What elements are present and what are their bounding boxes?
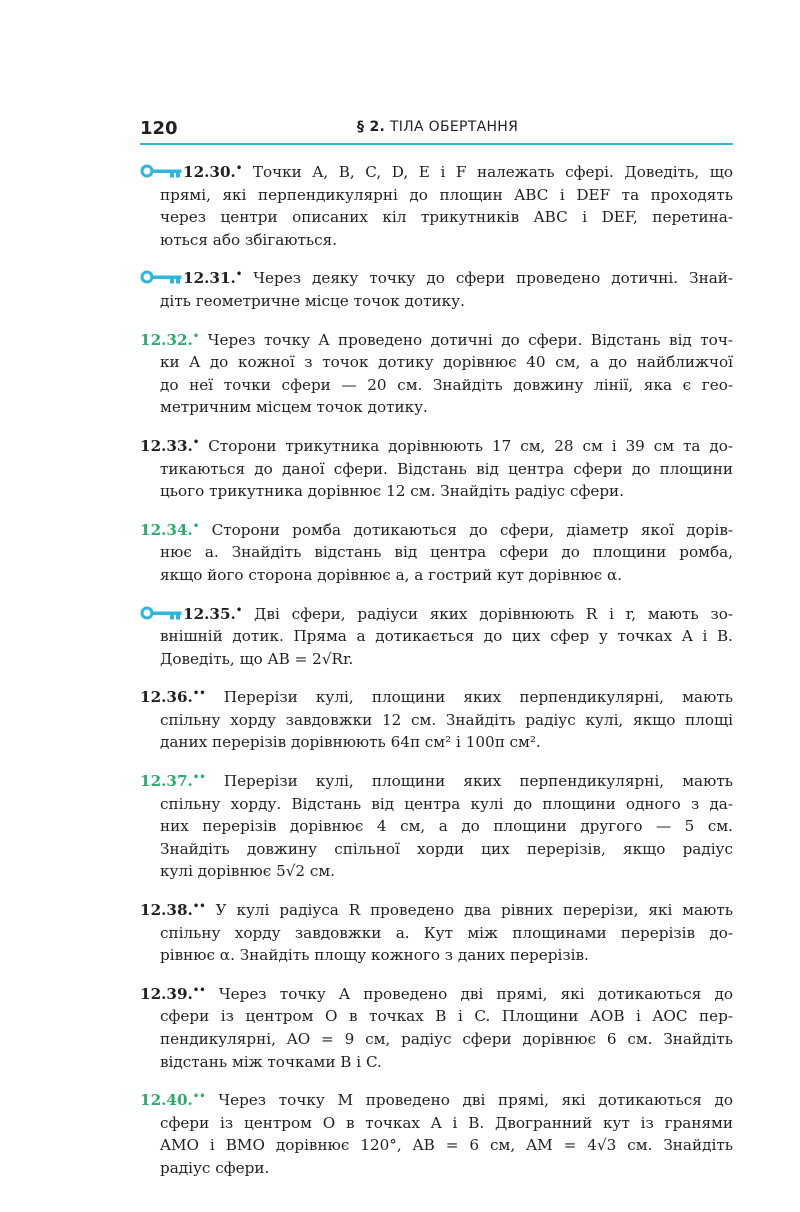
difficulty-marks: • [192, 520, 200, 532]
problem-line [140, 206, 733, 229]
problem-text: прямі, які перпендикулярні до площин ABC і DEF та проходять [160, 185, 733, 204]
problem-number: 12.33. [140, 436, 193, 455]
problem-text: Через точку M проведено дві прямі, які дотикаються до [218, 1091, 733, 1110]
problem-text: У кулі радіуса R проведено два рівних перерізи, які мають [215, 901, 733, 920]
problem-line [140, 374, 733, 397]
problem-line [140, 1134, 733, 1157]
problem-text: радіус сфери. [160, 1158, 270, 1177]
section-number: § 2. [357, 119, 386, 135]
problem-text: Точки A, B, C, D, E і F належать сфері. Доведіть, що [252, 163, 734, 181]
problem-text: тикаються до даної сфери. Відстань від центра сфери до площини [160, 459, 733, 478]
problem-number: 12.36. [140, 688, 193, 707]
problem-text: AMO і BMO дорівнює 120°, AB = 6 см, AM = 4√3 см. Знайдіть [160, 1136, 733, 1155]
problem-line [140, 458, 733, 481]
problem-line [140, 683, 733, 709]
problem-line [140, 1051, 733, 1074]
problem-text: сфери із центром O в точках A і B. Двогранний кут із гранями [160, 1113, 733, 1132]
difficulty-marks: •• [192, 688, 206, 700]
difficulty-marks: • [235, 163, 243, 174]
problem-12.30 [140, 158, 733, 251]
problem-line [140, 896, 733, 922]
problem-line [140, 480, 733, 503]
difficulty-marks: • [192, 330, 200, 342]
problem-number: 12.32. [140, 330, 193, 349]
problem-text: ються або збігаються. [160, 230, 338, 249]
problem-12.35 [140, 600, 733, 671]
problem-text: спільну хорду завдовжки 12 см. Знайдіть радіус кулі, якщо площі [160, 710, 733, 729]
problem-line [140, 922, 733, 945]
problem-text: внішній дотик. Пряма a дотикається до цих сфер у точках A і B. [160, 627, 733, 646]
problem-text: Перерізи кулі, площини яких перпендикулярні, мають [223, 688, 733, 707]
problem-text: діть геометричне місце точок дотику. [160, 291, 465, 310]
problem-number: 12.39. [140, 984, 193, 1003]
difficulty-marks: •• [192, 772, 206, 784]
problem-text: Доведіть, що AB = 2√Rr. [160, 649, 354, 668]
problem-line [140, 767, 733, 793]
problem-text: спільну хорду. Відстань від центра кулі до площини одного з да- [160, 794, 733, 813]
section-title-text: ТІЛА ОБЕРТАННЯ [389, 119, 519, 135]
problem-line [140, 838, 733, 861]
problem-text: через центри описаних кіл трикутників ABC і DEF, перетина- [160, 208, 733, 227]
problem-line [140, 184, 733, 207]
problem-line [140, 860, 733, 883]
problem-line [140, 600, 733, 626]
problem-line [140, 815, 733, 838]
problem-12.39 [140, 980, 733, 1073]
problem-number: 12.38. [140, 901, 193, 920]
problem-text: спільну хорду завдовжки a. Кут між площинами перерізів до- [160, 923, 733, 942]
difficulty-marks: •• [192, 984, 206, 996]
problem-line [140, 731, 733, 754]
problem-line [140, 1005, 733, 1028]
problem-12.32 [140, 326, 733, 419]
problem-line [140, 1086, 733, 1112]
problem-text: рівнює α. Знайдіть площу кожного з даних перерізів. [160, 946, 589, 965]
problem-list [140, 158, 733, 1193]
problem-text: Знайдіть довжину спільної хорди цих перерізів, якщо радіус [160, 839, 733, 858]
problem-text: Перерізи кулі, площини яких перпендикулярні, мають [223, 772, 733, 791]
section-title [357, 119, 518, 135]
problem-12.40 [140, 1086, 733, 1179]
problem-12.34 [140, 516, 733, 587]
page-header [140, 118, 733, 144]
problem-text: кулі дорівнює 5√2 см. [160, 862, 336, 881]
problem-line [140, 980, 733, 1006]
problem-line [140, 351, 733, 374]
difficulty-marks: • [235, 269, 243, 281]
problem-number: 12.37. [140, 772, 193, 791]
difficulty-marks: •• [192, 1091, 206, 1103]
problem-text: Дві сфери, радіуси яких дорівнюють R і r, мають зо- [254, 604, 734, 623]
problem-text: якщо його сторона дорівнює a, а гострий кут дорівнює α. [160, 565, 623, 584]
problem-line [140, 944, 733, 967]
problem-text: цього трикутника дорівнює 12 см. Знайдіть радіус сфери. [160, 482, 625, 501]
problem-12.33 [140, 432, 733, 503]
problem-line [140, 432, 733, 458]
problem-line [140, 158, 733, 184]
problem-line [140, 229, 733, 252]
difficulty-marks: • [235, 604, 243, 616]
problem-line [140, 541, 733, 564]
problem-text: нює a. Знайдіть відстань від центра сфери до площини ромба, [160, 543, 733, 562]
problem-line [140, 793, 733, 816]
problem-text: метричним місцем точок дотику. [160, 398, 428, 417]
problem-line [140, 326, 733, 352]
problem-line [140, 625, 733, 648]
problem-line [140, 290, 733, 313]
problem-text: відстань між точками B і C. [160, 1052, 382, 1071]
key-icon [140, 270, 183, 284]
problem-text: Через деяку точку до сфери проведено дотичні. Знай- [253, 269, 734, 288]
problem-text: даних перерізів дорівнюють 64π см² і 100π см². [160, 733, 541, 752]
problem-line [140, 264, 733, 290]
problem-text: ки A до кожної з точок дотику дорівнює 40 см, а до найближчої [160, 353, 733, 372]
problem-number: 12.30. [183, 163, 236, 181]
difficulty-marks: • [192, 436, 200, 448]
problem-12.37 [140, 767, 733, 883]
problem-line [140, 516, 733, 542]
problem-text: Сторони трикутника дорівнюють 17 см, 28 см і 39 см та до- [208, 436, 733, 455]
problem-line [140, 396, 733, 419]
problem-text: Через точку A проведено дотичні до сфери. Відстань від точ- [207, 330, 734, 349]
problem-line [140, 648, 733, 671]
problem-line [140, 1028, 733, 1051]
problem-12.31 [140, 264, 733, 312]
header-rule [140, 143, 733, 145]
key-icon [140, 164, 183, 178]
problem-line [140, 709, 733, 732]
problem-line [140, 1112, 733, 1135]
problem-text: Сторони ромба дотикаються до сфери, діаметр якої дорів- [211, 520, 734, 539]
problem-number: 12.35. [183, 604, 236, 623]
problem-line [140, 1157, 733, 1180]
problem-12.36 [140, 683, 733, 754]
problem-number: 12.40. [140, 1091, 193, 1110]
problem-text: них перерізів дорівнює 4 см, а до площини другого — 5 см. [160, 817, 733, 836]
problem-text: до неї точки сфери — 20 см. Знайдіть довжину лінії, яка є гео- [160, 375, 733, 394]
problem-number: 12.34. [140, 520, 193, 539]
page-number: 120 [140, 118, 178, 139]
problem-line [140, 564, 733, 587]
problem-12.38 [140, 896, 733, 967]
problem-text: сфери із центром O в точках B і C. Площини AOB і AOC пер- [160, 1007, 733, 1026]
problem-text: пендикулярні, AO = 9 см, радіус сфери дорівнює 6 см. Знайдіть [160, 1030, 733, 1048]
key-icon [140, 606, 183, 620]
problem-number: 12.31. [183, 269, 236, 288]
problem-text: Через точку A проведено дві прямі, які дотикаються до [218, 984, 734, 1003]
difficulty-marks: •• [192, 901, 206, 913]
